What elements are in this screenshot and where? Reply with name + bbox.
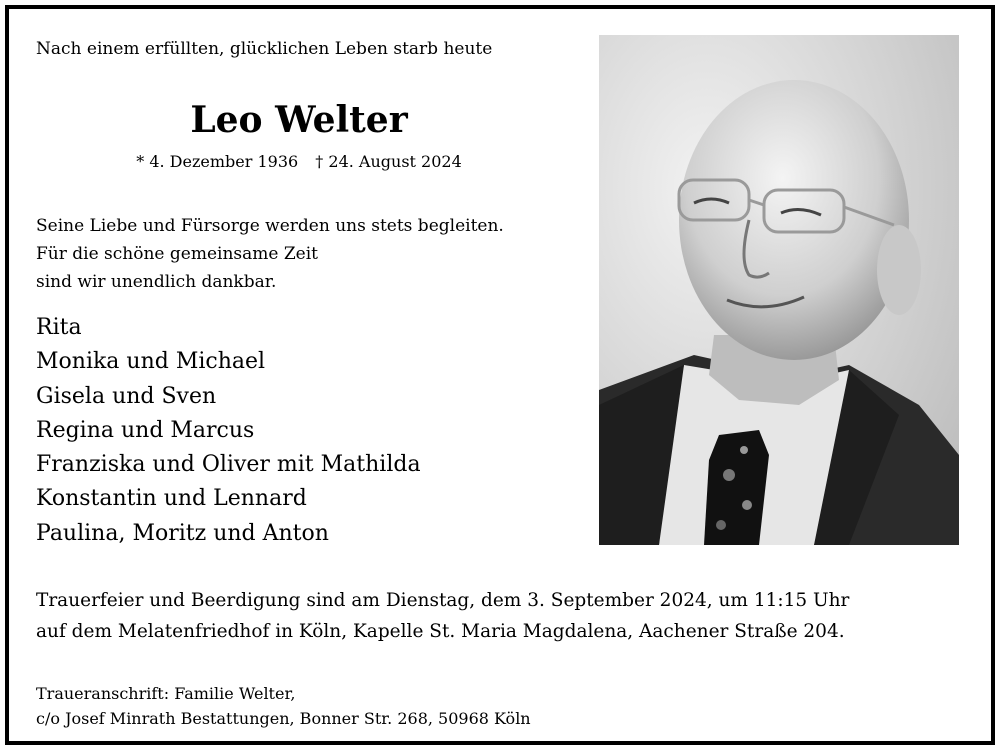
portrait-photo: [599, 35, 959, 545]
deceased-name: Leo Welter: [190, 99, 408, 141]
family-member: Rita: [36, 315, 82, 340]
love-line: Seine Liebe und Fürsorge werden uns stets begleiten.: [36, 216, 504, 236]
love-message: [36, 212, 504, 296]
intro-text: Nach einem erfüllten, glücklichen Leben starb heute: [36, 39, 493, 59]
family-member: Regina und Marcus: [36, 417, 255, 443]
ceremony-line: auf dem Melatenfriedhof in Köln, Kapelle St. Maria Magdalena, Aachener Straße 204.: [36, 621, 845, 642]
ceremony-line: Trauerfeier und Beerdigung sind am Dienstag, dem 3. September 2024, um 11:15 Uhr: [36, 590, 850, 611]
address-line: Traueranschrift: Familie Welter,: [36, 684, 296, 703]
address-line: c/o Josef Minrath Bestattungen, Bonner Str. 268, 50968 Köln: [36, 709, 531, 728]
love-line: Für die schöne gemeinsame Zeit: [36, 244, 318, 264]
family-member: Gisela und Sven: [36, 383, 217, 409]
family-list: [36, 311, 421, 551]
ceremony-info: [36, 585, 849, 647]
family-member: Franziska und Oliver mit Mathilda: [36, 452, 421, 478]
obituary-frame: [5, 5, 995, 745]
portrait-illustration: [599, 35, 959, 545]
family-member: Paulina, Moritz und Anton: [36, 520, 329, 546]
death-date: † 24. August 2024: [315, 152, 462, 171]
mourning-address: [36, 681, 531, 731]
birth-date: * 4. Dezember 1936: [136, 152, 299, 171]
family-member: Konstantin und Lennard: [36, 486, 307, 512]
love-line: sind wir unendlich dankbar.: [36, 272, 277, 292]
family-member: Monika und Michael: [36, 349, 266, 375]
life-dates: [9, 152, 589, 171]
